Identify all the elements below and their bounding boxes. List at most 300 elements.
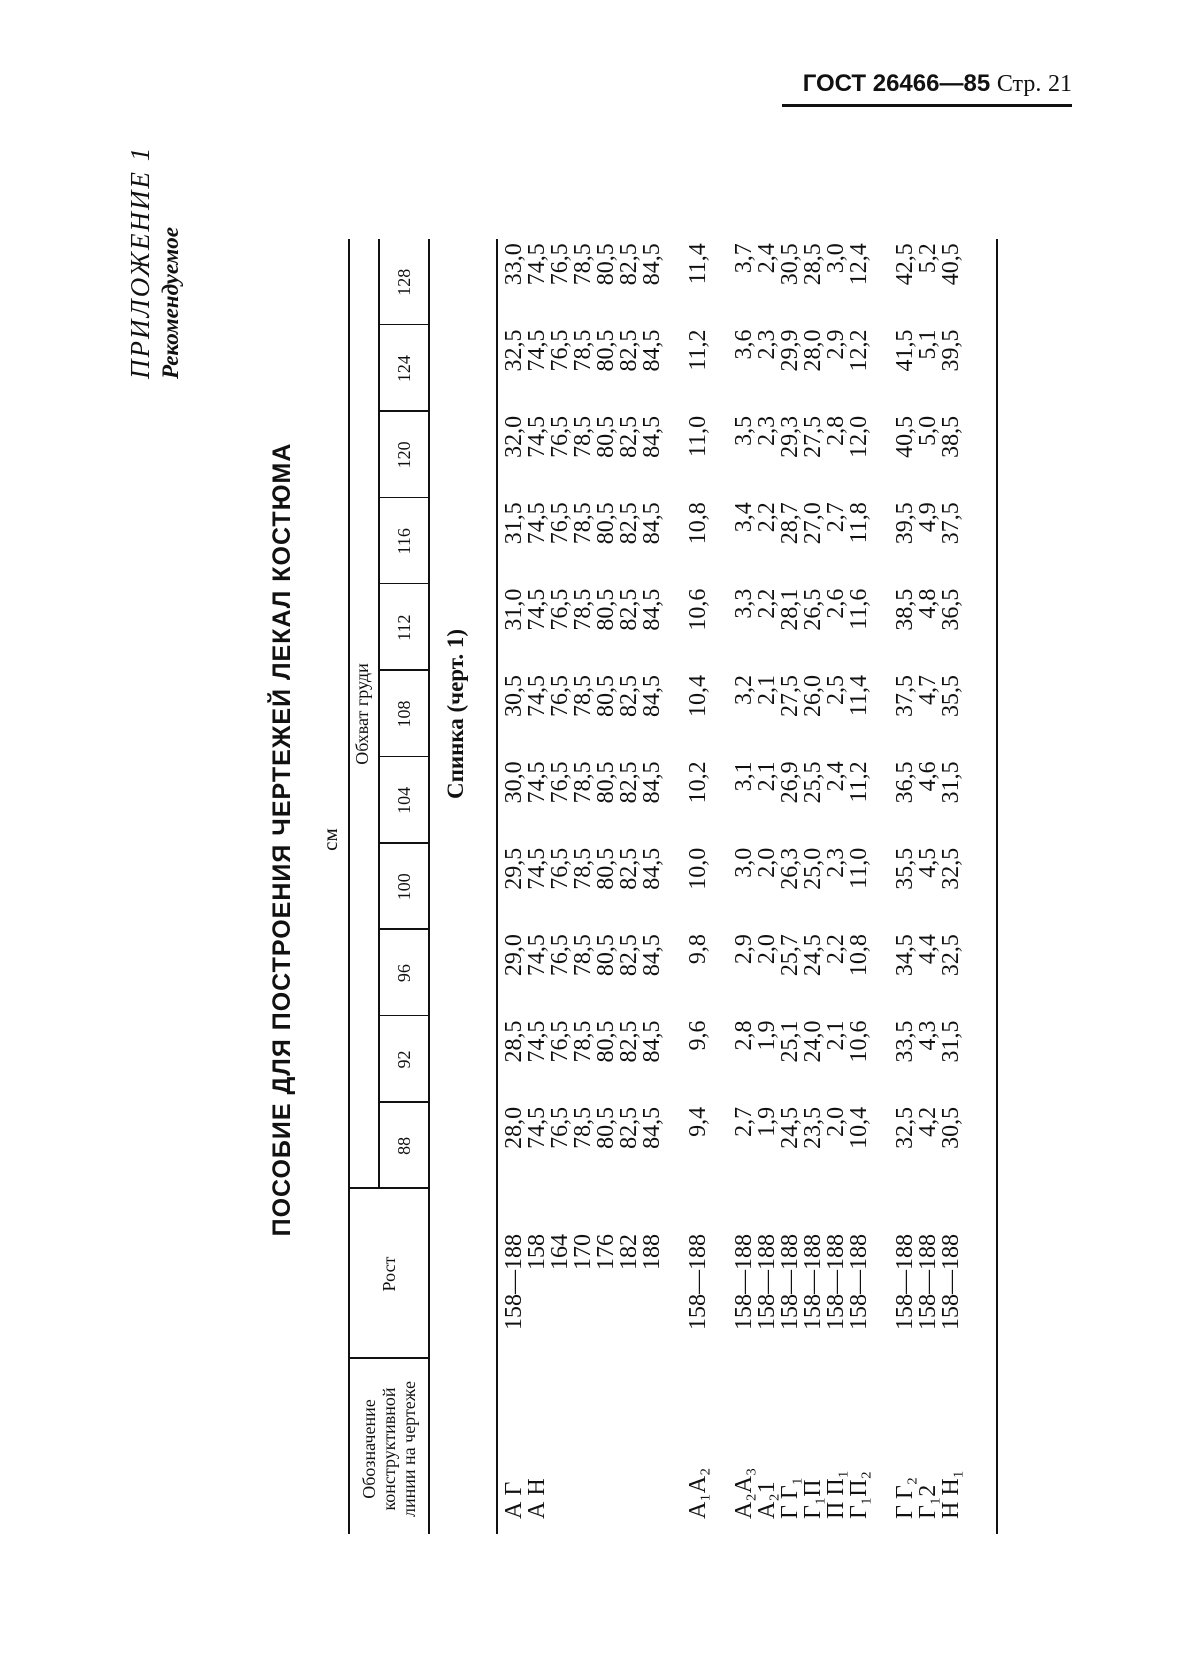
table-cell: 82,5: [616, 934, 642, 977]
value-column: [894, 761, 963, 851]
table-cell: 32,5: [938, 847, 964, 890]
table-cell: 80,5: [593, 415, 619, 458]
table-cell: 84,5: [639, 243, 665, 286]
table-cell: 28,5: [501, 1020, 527, 1063]
table-cell: 74,5: [524, 588, 550, 631]
table-cell: 80,5: [593, 1106, 619, 1149]
table-cell: 42,5: [892, 243, 918, 286]
table-cell: 4,9: [915, 502, 941, 533]
table-cell: 32,5: [501, 329, 527, 372]
value-column: [733, 675, 871, 765]
height-group: [733, 1234, 871, 1354]
designation-label: [572, 1478, 595, 1519]
designation-label: А Н: [524, 1478, 550, 1519]
table-cell: 33,0: [501, 243, 527, 286]
value-column: [894, 848, 963, 938]
table-cell: 33,5: [892, 1020, 918, 1063]
table-cell: 28,0: [501, 1106, 527, 1149]
designation-label: А₁А₂: [685, 1467, 711, 1519]
table-cell: 37,5: [892, 675, 918, 717]
table-cell: 4,6: [915, 761, 941, 792]
table-cell: 80,5: [593, 675, 619, 717]
value-column: [687, 243, 710, 333]
table-cell: 2,0: [754, 934, 780, 965]
table-cell: 3,6: [731, 329, 757, 360]
table-cell: 80,5: [593, 243, 619, 286]
chest-col-divider: [378, 1101, 430, 1103]
table-cell: 84,5: [639, 329, 665, 372]
chest-size-header: 104: [394, 786, 414, 814]
page-label: Стр.: [996, 71, 1042, 97]
value-column: [503, 848, 664, 938]
table-cell: 26,3: [777, 847, 803, 890]
appendix-title: ПРИЛОЖЕНИЕ 1: [125, 145, 155, 379]
chest-size-header: 96: [394, 964, 414, 983]
table-cell: 2,1: [754, 761, 780, 792]
table-cell: 4,5: [915, 847, 941, 878]
table-cell: 24,0: [800, 1020, 826, 1063]
table-cell: 5,0: [915, 415, 941, 446]
designation-label: П П₁: [823, 1469, 849, 1519]
chest-size-header: 124: [394, 355, 414, 383]
table-cell: 39,5: [892, 502, 918, 545]
chest-size-header: 88: [394, 1136, 414, 1155]
header-designation: Обозначение конструктивной линии на чертеже: [359, 1381, 419, 1517]
designation-label: Н Н₁: [938, 1469, 964, 1519]
table-cell: 78,5: [570, 502, 596, 545]
chest-size-header: 120: [394, 441, 414, 469]
table-cell: 82,5: [616, 761, 642, 804]
designation-label: Г Г₁: [777, 1476, 803, 1519]
table-cell: 2,1: [823, 1020, 849, 1051]
table-cell: 11,2: [846, 761, 872, 803]
table-cell: 12,0: [846, 415, 872, 458]
table-header-rule: [428, 239, 430, 1534]
table-cell: 36,5: [938, 588, 964, 631]
table-cell: 76,5: [547, 934, 573, 977]
value-column: [687, 1020, 710, 1110]
value-column: [894, 934, 963, 1024]
table-cell: 32,0: [501, 415, 527, 458]
table-cell: 1,9: [754, 1020, 780, 1051]
height-value: 188: [639, 1234, 665, 1270]
table-cell: 76,5: [547, 243, 573, 286]
unit-label: см: [318, 828, 342, 851]
value-column: [894, 502, 963, 592]
table-cell: 4,2: [915, 1106, 941, 1137]
height-value: 158—188: [754, 1234, 780, 1330]
table-cell: 82,5: [616, 847, 642, 890]
designation-label: Г₁П: [800, 1479, 826, 1519]
table-cell: 78,5: [570, 1020, 596, 1063]
table-cell: 3,4: [731, 502, 757, 533]
table-cell: 74,5: [524, 415, 550, 458]
chest-size-header: 128: [394, 268, 414, 296]
table-cell: 74,5: [524, 1020, 550, 1063]
table-cell: 78,5: [570, 415, 596, 458]
table-cell: 2,4: [823, 761, 849, 792]
table-cell: 82,5: [616, 243, 642, 286]
table-cell: 74,5: [524, 502, 550, 545]
height-value: 158—188: [731, 1234, 757, 1330]
table-cell: 40,5: [892, 415, 918, 458]
table-cell: 2,3: [754, 329, 780, 360]
table-cell: 78,5: [570, 1106, 596, 1149]
table-cell: 31,5: [938, 761, 964, 804]
chest-size-header: 108: [394, 700, 414, 728]
table-cell: 84,5: [639, 502, 665, 545]
height-value: 158—188: [846, 1234, 872, 1330]
designation-label: А₂1: [754, 1481, 780, 1519]
height-group: [503, 1234, 664, 1354]
value-column: [733, 416, 871, 506]
height-value: 158—188: [915, 1234, 941, 1330]
table-cell: 38,5: [938, 415, 964, 458]
table-cell: 36,5: [892, 761, 918, 804]
designation-label: [549, 1478, 572, 1519]
measurement-table: [348, 74, 1068, 1534]
table-cell: 27,5: [800, 415, 826, 458]
chest-col-divider: [378, 324, 430, 326]
table-cell: 80,5: [593, 588, 619, 631]
table-cell: 82,5: [616, 1106, 642, 1149]
table-cell: 76,5: [547, 761, 573, 804]
value-column: [503, 1107, 664, 1197]
table-cell: 2,8: [731, 1020, 757, 1051]
value-column: [733, 1107, 871, 1197]
designation-label: Г Г₂: [892, 1476, 918, 1519]
table-cell: 11,6: [846, 588, 872, 630]
height-value: 158: [524, 1234, 550, 1270]
table-cell: 78,5: [570, 329, 596, 372]
table-cell: 29,3: [777, 415, 803, 458]
table-cell: 31,0: [501, 588, 527, 631]
chest-col-divider: [378, 583, 430, 585]
designation-label: [641, 1478, 664, 1519]
table-cell: 80,5: [593, 847, 619, 890]
table-cell: 28,7: [777, 502, 803, 545]
table-cell: 11,4: [846, 675, 872, 717]
table-cell: 80,5: [593, 761, 619, 804]
table-cell: 24,5: [800, 934, 826, 977]
value-column: [687, 848, 710, 938]
value-column: [733, 934, 871, 1024]
table-cell: 78,5: [570, 675, 596, 717]
height-value: 158—188: [800, 1234, 826, 1330]
table-cell: 31,5: [501, 502, 527, 545]
table-cell: 29,5: [501, 847, 527, 890]
value-column: [687, 416, 710, 506]
designation-label: Г₁П₂: [846, 1471, 872, 1519]
table-cell: 84,5: [639, 761, 665, 804]
table-cell: 25,5: [800, 761, 826, 804]
designation-group: [687, 1468, 710, 1519]
table-cell: 82,5: [616, 415, 642, 458]
table-cell: 40,5: [938, 243, 964, 286]
chest-col-divider: [378, 1015, 430, 1017]
table-cell: 84,5: [639, 588, 665, 631]
table-cell: 11,8: [846, 502, 872, 544]
table-cell: 35,5: [938, 675, 964, 717]
table-cell: 2,2: [754, 588, 780, 619]
height-value: 158—188: [823, 1234, 849, 1330]
height-value: 170: [570, 1234, 596, 1270]
table-cell: 2,7: [823, 502, 849, 533]
table-cell: 35,5: [892, 847, 918, 890]
table-cell: 74,5: [524, 934, 550, 977]
page-number: 21: [1048, 71, 1072, 97]
table-cell: 11,0: [846, 847, 872, 889]
value-column: [733, 243, 871, 333]
value-column: [503, 416, 664, 506]
designation-label: Г₁2: [915, 1484, 941, 1519]
value-column: [503, 243, 664, 333]
height-value: 158—188: [501, 1234, 527, 1330]
document-title: ПОСОБИЕ ДЛЯ ПОСТРОЕНИЯ ЧЕРТЕЖЕЙ ЛЕКАЛ КОСТЮМА: [268, 442, 296, 1237]
table-cell: 4,3: [915, 1020, 941, 1051]
table-cell: 11,2: [685, 329, 711, 371]
table-cell: 84,5: [639, 847, 665, 890]
value-column: [733, 848, 871, 938]
value-column: [503, 761, 664, 851]
value-column: [733, 330, 871, 420]
designation-group: [894, 1470, 963, 1519]
table-cell: 74,5: [524, 675, 550, 717]
table-cell: 84,5: [639, 934, 665, 977]
table-cell: 84,5: [639, 415, 665, 458]
designation-label: А₂А₃: [731, 1467, 757, 1519]
table-cell: 30,5: [501, 675, 527, 717]
table-cell: 1,9: [754, 1106, 780, 1137]
header-height: Рост: [379, 1256, 399, 1292]
table-cell: 9,4: [685, 1106, 711, 1137]
table-cell: 2,7: [731, 1106, 757, 1137]
height-group: [894, 1234, 963, 1354]
table-cell: 78,5: [570, 761, 596, 804]
table-cell: 2,9: [823, 329, 849, 360]
table-cell: 2,3: [754, 415, 780, 446]
table-cell: 10,8: [685, 502, 711, 545]
table-cell: 2,5: [823, 675, 849, 705]
standard-number: ГОСТ 26466—85: [802, 70, 991, 97]
table-cell: 10,8: [846, 934, 872, 977]
table-cell: 29,0: [501, 934, 527, 977]
chest-col-divider: [378, 928, 430, 930]
table-cell: 76,5: [547, 1106, 573, 1149]
table-cell: 3,0: [823, 243, 849, 274]
table-cell: 30,0: [501, 761, 527, 804]
table-cell: 2,0: [823, 1106, 849, 1137]
table-cell: 30,5: [777, 243, 803, 286]
table-cell: 2,6: [823, 588, 849, 619]
value-column: [503, 1020, 664, 1110]
table-cell: 74,5: [524, 329, 550, 372]
table-cell: 11,4: [685, 243, 711, 285]
value-column: [687, 1107, 710, 1197]
table-cell: 84,5: [639, 1020, 665, 1063]
table-cell: 76,5: [547, 1020, 573, 1063]
height-value: 182: [616, 1234, 642, 1270]
table-cell: 28,5: [800, 243, 826, 286]
value-column: [503, 330, 664, 420]
height-value: 164: [547, 1234, 573, 1270]
table-cell: 29,9: [777, 329, 803, 372]
table-cell: 76,5: [547, 847, 573, 890]
table-cell: 74,5: [524, 243, 550, 286]
designation-label: А Г: [501, 1481, 527, 1519]
table-cell: 2,3: [823, 847, 849, 878]
table-cell: 74,5: [524, 847, 550, 890]
table-cell: 2,1: [754, 675, 780, 705]
value-column: [687, 502, 710, 592]
table-cell: 24,5: [777, 1106, 803, 1149]
table-cell: 39,5: [938, 329, 964, 372]
value-column: [687, 330, 710, 420]
table-cell: 10,6: [685, 588, 711, 631]
chest-col-divider: [378, 842, 430, 844]
value-column: [894, 243, 963, 333]
chest-col-divider: [378, 410, 430, 412]
value-column: [687, 761, 710, 851]
table-cell: 80,5: [593, 329, 619, 372]
chest-size-header: 100: [394, 873, 414, 901]
table-cell: 38,5: [892, 588, 918, 631]
table-cell: 4,8: [915, 588, 941, 619]
chest-col-divider: [378, 669, 430, 671]
table-cell: 30,5: [938, 1106, 964, 1149]
height-value: 176: [593, 1234, 619, 1270]
designation-label: [618, 1478, 641, 1519]
value-column: [503, 934, 664, 1024]
table-cell: 26,5: [800, 588, 826, 631]
value-column: [894, 1107, 963, 1197]
table-cell: 2,8: [823, 415, 849, 446]
table-cell: 3,1: [731, 761, 757, 792]
table-cell: 78,5: [570, 243, 596, 286]
table-cell: 26,0: [800, 675, 826, 717]
table-cell: 78,5: [570, 847, 596, 890]
table-cell: 2,9: [731, 934, 757, 965]
table-cell: 23,5: [800, 1106, 826, 1149]
appendix-subtitle: Рекомендуемое: [158, 227, 183, 379]
height-value: 158—188: [938, 1234, 964, 1330]
value-column: [894, 1020, 963, 1110]
table-cell: 2,0: [754, 847, 780, 878]
table-cell: 4,7: [915, 675, 941, 705]
table-cell: 12,2: [846, 329, 872, 372]
table-cell: 28,1: [777, 588, 803, 631]
table-cell: 9,8: [685, 934, 711, 965]
value-column: [733, 761, 871, 851]
chest-size-header: 92: [394, 1050, 414, 1069]
table-cell: 37,5: [938, 502, 964, 545]
designation-group: [733, 1468, 871, 1519]
table-cell: 80,5: [593, 502, 619, 545]
table-cell: 28,0: [800, 329, 826, 372]
table-cell: 74,5: [524, 761, 550, 804]
table-cell: 82,5: [616, 588, 642, 631]
table-cell: 32,5: [938, 934, 964, 977]
table-cell: 76,5: [547, 588, 573, 631]
table-cell: 34,5: [892, 934, 918, 977]
table-cell: 3,2: [731, 675, 757, 705]
chest-col-divider: [378, 756, 430, 758]
appendix-block: [125, 39, 184, 379]
height-value: 158—188: [685, 1234, 711, 1330]
col-divider-designation: [348, 1358, 430, 1360]
value-column: [687, 589, 710, 679]
value-column: [733, 1020, 871, 1110]
table-cell: 10,2: [685, 761, 711, 804]
table-cell: 25,1: [777, 1020, 803, 1063]
table-cell: 10,0: [685, 847, 711, 890]
table-cell: 80,5: [593, 1020, 619, 1063]
table-cell: 82,5: [616, 1020, 642, 1063]
value-column: [687, 675, 710, 765]
section-title: Спинка (черт. 1): [443, 628, 468, 800]
table-cell: 27,5: [777, 675, 803, 717]
value-column: [894, 675, 963, 765]
value-column: [894, 416, 963, 506]
value-column: [894, 330, 963, 420]
table-cell: 2,2: [823, 934, 849, 965]
table-cell: 10,6: [846, 1020, 872, 1063]
chest-col-divider: [378, 497, 430, 499]
designation-group: [503, 1478, 664, 1519]
table-cell: 31,5: [938, 1020, 964, 1063]
chest-size-header: 116: [394, 528, 414, 555]
value-column: [733, 589, 871, 679]
value-column: [503, 589, 664, 679]
table-cell: 78,5: [570, 588, 596, 631]
table-cell: 74,5: [524, 1106, 550, 1149]
table-cell: 3,7: [731, 243, 757, 274]
table-cell: 12,4: [846, 243, 872, 286]
height-value: 158—188: [892, 1234, 918, 1330]
table-bottom-rule: [996, 239, 998, 1534]
table-cell: 5,1: [915, 329, 941, 360]
table-cell: 82,5: [616, 502, 642, 545]
chest-size-header: 112: [394, 614, 414, 641]
table-cell: 10,4: [685, 675, 711, 717]
table-cell: 4,4: [915, 934, 941, 965]
table-cell: 26,9: [777, 761, 803, 804]
table-cell: 76,5: [547, 502, 573, 545]
height-value: 158—188: [777, 1234, 803, 1330]
header-chest-group: Обхват груди: [352, 663, 372, 765]
table-cell: 27,0: [800, 502, 826, 545]
table-cell: 25,0: [800, 847, 826, 890]
body-top-rule: [496, 239, 498, 1534]
table-cell: 82,5: [616, 675, 642, 717]
table-cell: 76,5: [547, 675, 573, 717]
table-cell: 3,0: [731, 847, 757, 878]
table-cell: 11,0: [685, 415, 711, 458]
table-cell: 2,4: [754, 243, 780, 274]
table-cell: 80,5: [593, 934, 619, 977]
table-cell: 3,3: [731, 588, 757, 619]
value-column: [503, 502, 664, 592]
value-column: [894, 589, 963, 679]
table-cell: 3,5: [731, 415, 757, 446]
table-cell: 25,7: [777, 934, 803, 977]
value-column: [733, 502, 871, 592]
designation-label: [595, 1478, 618, 1519]
table-cell: 41,5: [892, 329, 918, 372]
chest-sizes-rule: [378, 239, 380, 1189]
table-cell: 9,6: [685, 1020, 711, 1051]
table-cell: 32,5: [892, 1106, 918, 1149]
